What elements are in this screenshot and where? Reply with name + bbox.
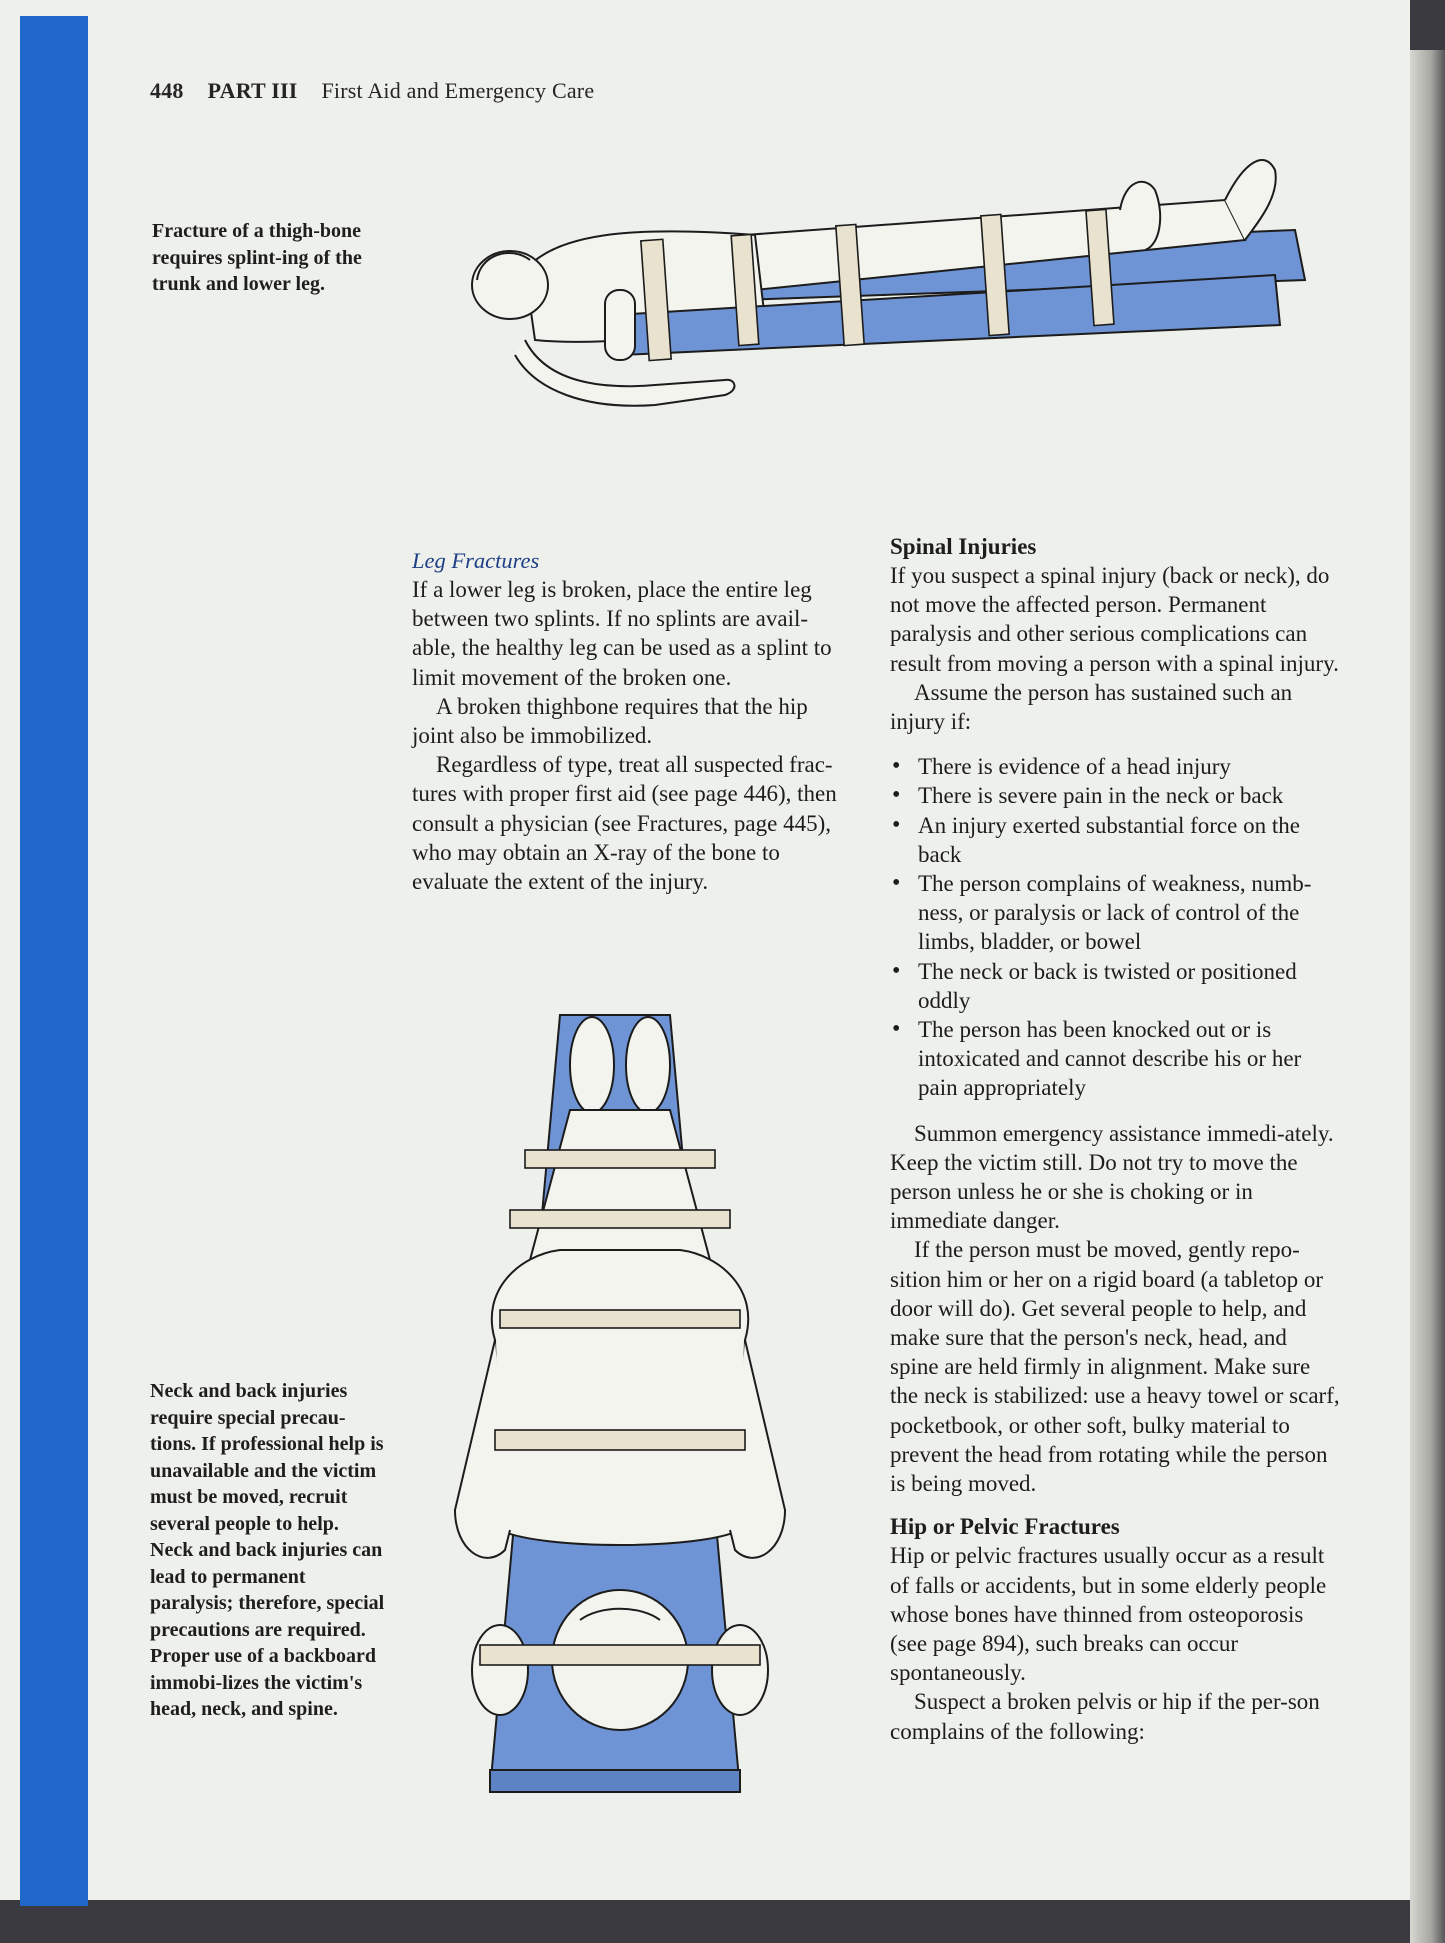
leg-fractures-heading: Leg Fractures xyxy=(412,548,540,573)
spinal-injuries-section xyxy=(890,532,1340,1746)
caption-leg-splint: Fracture of a thigh-bone requires splint-ing of the trunk and lower leg. xyxy=(152,220,362,295)
left-shoe xyxy=(570,1017,614,1113)
list-item: • The person has been knocked out or is intoxicated and cannot describe his or her pain appropriately xyxy=(890,1015,1340,1103)
leg-fractures-paragraph: Regardless of type, treat all suspected frac-tures with proper first aid (see page 446), then consult a physician (see Fractures, page 445), who may obtain an X-ray of the bone to evaluate the extent of the injury. xyxy=(412,752,837,895)
spinal-paragraph: Summon emergency assistance immedi-ately. Keep the victim still. Do not try to move the person unless he or she is choking or in immediate danger. xyxy=(890,1120,1334,1234)
spinal-criteria-list xyxy=(890,752,1340,1102)
right-shoe xyxy=(626,1017,670,1113)
torso xyxy=(492,1250,748,1545)
chapter-title: First Aid and Emergency Care xyxy=(321,78,595,103)
spinal-paragraph: Assume the person has sustained such an injury if: xyxy=(890,679,1293,735)
spinal-injuries-heading: Spinal Injuries xyxy=(890,534,1037,559)
leg-splint-illustration xyxy=(455,140,1315,430)
hip-fractures-heading: Hip or Pelvic Fractures xyxy=(890,1514,1120,1540)
part-label: PART III xyxy=(207,78,298,103)
list-item: • There is evidence of a head injury xyxy=(890,752,1340,781)
spinal-paragraph: If you suspect a spinal injury (back or neck), do not move the affected person. Permanent paralysis and other serious complications can result from moving a person with a spinal injury. xyxy=(890,563,1339,676)
leg-fractures-section xyxy=(412,547,850,896)
page-edge xyxy=(1410,50,1445,1943)
hip-paragraph: Suspect a broken pelvis or hip if the per-son complains of the following: xyxy=(890,1689,1320,1744)
page-number: 448 xyxy=(150,78,184,103)
leg-fractures-paragraph: A broken thighbone requires that the hip joint also be immobilized. xyxy=(412,693,808,749)
caption-backboard: Neck and back injuries require special precau-tions. If professional help is unavailable and the victim must be moved, recruit several people to help. Neck and back injuries can lead to permanent paralysis; therefore, special precautions are required. Proper use of a backboard immobi-lizes the victim's head, neck, and spine. xyxy=(150,1380,385,1720)
list-item: • The neck or back is twisted or positioned oddly xyxy=(890,957,1340,1015)
leg-fractures-paragraph: If a lower leg is broken, place the entire leg between two splints. If no splints are avail-able, the healthy leg can be used as a splint to limit movement of the broken one. xyxy=(412,577,832,690)
list-item: • There is severe pain in the neck or back xyxy=(890,781,1340,810)
hip-paragraph: Hip or pelvic fractures usually occur as a result of falls or accidents, but in some elderly people whose bones have thinned from osteoporosis (see page 894), such breaks can occur spontaneously. xyxy=(890,1543,1327,1686)
left-roll xyxy=(472,1625,528,1715)
blue-margin-band xyxy=(20,16,88,1906)
backboard-illustration xyxy=(440,1010,820,1810)
spinal-paragraph: If the person must be moved, gently repo-sition him or her on a rigid board (a tabletop or door will do). Get several people to help, and make sure that the person's neck, head, and spine are held firmly in alignment. Make sure the neck is stabilized: use a heavy towel or scarf, pocketbook, or other soft, bulky material to prevent the head from rotating while the person is being moved. xyxy=(890,1237,1340,1497)
list-item: • An injury exerted substantial force on the back xyxy=(890,811,1340,869)
list-item: • The person complains of weakness, numb-ness, or paralysis or lack of control of the limbs, bladder, or bowel xyxy=(890,869,1340,957)
right-roll xyxy=(712,1625,768,1715)
head xyxy=(472,251,548,319)
running-head xyxy=(150,78,594,104)
